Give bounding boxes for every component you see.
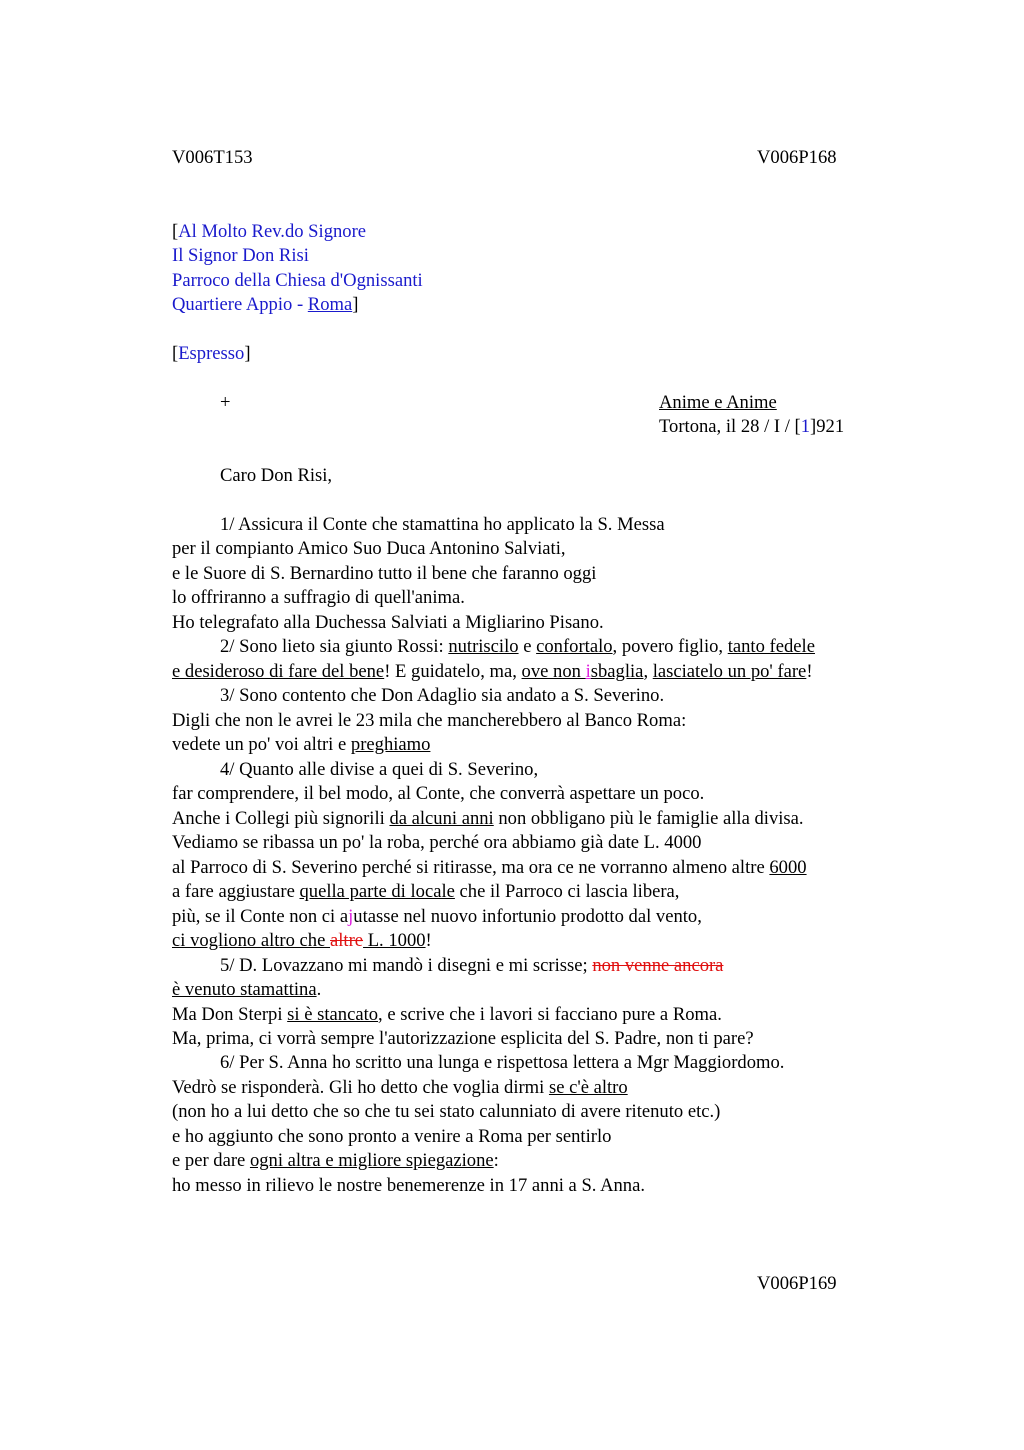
text-run: , e scrive che i lavori si facciano pure a Roma. bbox=[378, 1004, 722, 1025]
body-line bbox=[220, 635, 815, 659]
underlined-text: ove non bbox=[521, 661, 586, 682]
address-line-4: Quartiere Appio - Roma] bbox=[172, 294, 359, 315]
underlined-text: preghiamo bbox=[350, 734, 431, 755]
text-run: e bbox=[518, 636, 537, 657]
underlined-text: se c'è altro bbox=[548, 1077, 628, 1098]
delivery-text: Espresso bbox=[178, 343, 245, 364]
body-line: per il compianto Amico Suo Duca Antonino Salviati, bbox=[172, 538, 566, 559]
address-text-1: Al Molto Rev.do Signore bbox=[178, 221, 367, 242]
body-line: lo offriranno a suffragio di quell'anima. bbox=[172, 587, 465, 608]
underlined-text: nutriscilo bbox=[448, 636, 519, 657]
body-line bbox=[172, 905, 702, 929]
text-run: Ma Don Sterpi bbox=[172, 1004, 288, 1025]
body-line: ho messo in rilievo le nostre benemerenze in 17 anni a S. Anna. bbox=[172, 1175, 645, 1196]
address-line-2: Il Signor Don Risi bbox=[172, 245, 309, 266]
cross-symbol: + bbox=[220, 392, 231, 413]
body-line: 3/ Sono contento che Don Adaglio sia andato a S. Severino. bbox=[220, 685, 665, 706]
underlined-text: ci vogliono altro che bbox=[172, 930, 331, 951]
body-line: 1/ Assicura il Conte che stamattina ho applicato la S. Messa bbox=[220, 514, 665, 535]
text-run: Anche i Collegi più signorili bbox=[172, 808, 390, 829]
underlined-text: quella parte di locale bbox=[299, 881, 455, 902]
body-line: e le Suore di S. Bernardino tutto il bene che faranno oggi bbox=[172, 563, 597, 584]
motto: Anime e Anime bbox=[659, 392, 777, 413]
body-line: e ho aggiunto che sono pronto a venire a Roma per sentirlo bbox=[172, 1126, 612, 1147]
body-line bbox=[172, 856, 807, 880]
text-run: : bbox=[493, 1150, 499, 1171]
body-line: Digli che non le avrei le 23 mila che mancherebbero al Banco Roma: bbox=[172, 710, 687, 731]
body-line: Ma, prima, ci vorrà sempre l'autorizzazione esplicita del S. Padre, non ti pare? bbox=[172, 1028, 754, 1049]
date-prefix: Tortona, il 28 / I / [ bbox=[659, 416, 801, 437]
underlined-text: ogni altra e migliore spiegazione bbox=[249, 1150, 494, 1171]
text-run: , bbox=[643, 661, 653, 682]
correction-letter: i bbox=[585, 661, 591, 682]
body-line bbox=[172, 733, 430, 757]
correction-letter: j bbox=[348, 906, 354, 927]
body-line bbox=[172, 1149, 499, 1173]
body-line bbox=[172, 1003, 722, 1027]
text-run: più, se il Conte non ci a bbox=[172, 906, 349, 927]
underlined-text: sbaglia bbox=[590, 661, 644, 682]
body-line bbox=[172, 978, 321, 1002]
text-run: utasse nel nuovo infortunio prodotto dal vento, bbox=[353, 906, 702, 927]
text-run: 5/ D. Lovazzano mi mandò i disegni e mi scrisse; bbox=[220, 955, 593, 976]
date-line bbox=[659, 415, 844, 439]
underlined-text: da alcuni anni bbox=[389, 808, 494, 829]
underlined-text: tanto fedele bbox=[727, 636, 815, 657]
text-run: al Parroco di S. Severino perché si ritirasse, ma ora ce ne vorranno almeno altre bbox=[172, 857, 770, 878]
text-run: 2/ Sono lieto sia giunto Rossi: bbox=[220, 636, 449, 657]
underlined-text: è venuto stamattina bbox=[172, 979, 317, 1000]
text-run: e per dare bbox=[172, 1150, 250, 1171]
text-run: , povero figlio, bbox=[612, 636, 728, 657]
body-line bbox=[172, 660, 813, 684]
body-line: Vediamo se ribassa un po' la roba, perché ora abbiamo già date L. 4000 bbox=[172, 832, 702, 853]
underlined-text: confortalo bbox=[536, 636, 613, 657]
body-line: (non ho a lui detto che so che tu sei stato calunniato di avere ritenuto etc.) bbox=[172, 1101, 721, 1122]
body-line bbox=[172, 807, 804, 831]
page-code-top: V006P168 bbox=[757, 147, 837, 168]
text-run: ! bbox=[425, 930, 432, 951]
underlined-text: si è stancato bbox=[287, 1004, 379, 1025]
date-bracket: 1 bbox=[800, 416, 811, 437]
text-run: Vedrò se risponderà. Gli ho detto che voglia dirmi bbox=[172, 1077, 549, 1098]
underlined-text: e desideroso di fare del bene bbox=[172, 661, 385, 682]
text-run: ! E guidatelo, ma, bbox=[384, 661, 522, 682]
body-line: 4/ Quanto alle divise a quei di S. Severino, bbox=[220, 759, 539, 780]
text-run: ! bbox=[806, 661, 813, 682]
date-suffix: ]921 bbox=[810, 416, 845, 437]
salutation: Caro Don Risi, bbox=[220, 465, 333, 486]
text-run: vedete un po' voi altri e bbox=[172, 734, 351, 755]
page-code-bottom: V006P169 bbox=[757, 1273, 837, 1294]
underlined-text: L. 1000 bbox=[363, 930, 426, 951]
address-line-1: [Al Molto Rev.do Signore bbox=[172, 221, 367, 242]
underlined-text: lasciatelo un po' fare bbox=[652, 661, 807, 682]
text-run: a fare aggiustare bbox=[172, 881, 300, 902]
body-line bbox=[172, 929, 432, 953]
address-city: Roma bbox=[307, 294, 353, 315]
address-quarter: Quartiere Appio - bbox=[172, 294, 308, 315]
deleted-text: non venne ancora bbox=[592, 955, 724, 976]
body-line bbox=[220, 954, 723, 978]
body-line: 6/ Per S. Anna ho scritto una lunga e rispettosa lettera a Mgr Maggiordomo. bbox=[220, 1052, 785, 1073]
text-run: non obbligano più le famiglie alla divisa. bbox=[493, 808, 804, 829]
text-run: . bbox=[316, 979, 322, 1000]
body-line bbox=[172, 1076, 628, 1100]
text-run: che il Parroco ci lascia libera, bbox=[454, 881, 680, 902]
address-line-3: Parroco della Chiesa d'Ognissanti bbox=[172, 270, 423, 291]
underlined-text: 6000 bbox=[769, 857, 807, 878]
document-code-left: V006T153 bbox=[172, 147, 253, 168]
body-line bbox=[172, 880, 679, 904]
deleted-text: altre bbox=[330, 930, 364, 951]
body-line: far comprendere, il bel modo, al Conte, che converrà aspettare un poco. bbox=[172, 783, 705, 804]
body-line: Ho telegrafato alla Duchessa Salviati a Migliarino Pisano. bbox=[172, 612, 604, 633]
delivery-note: [Espresso] bbox=[172, 343, 251, 364]
